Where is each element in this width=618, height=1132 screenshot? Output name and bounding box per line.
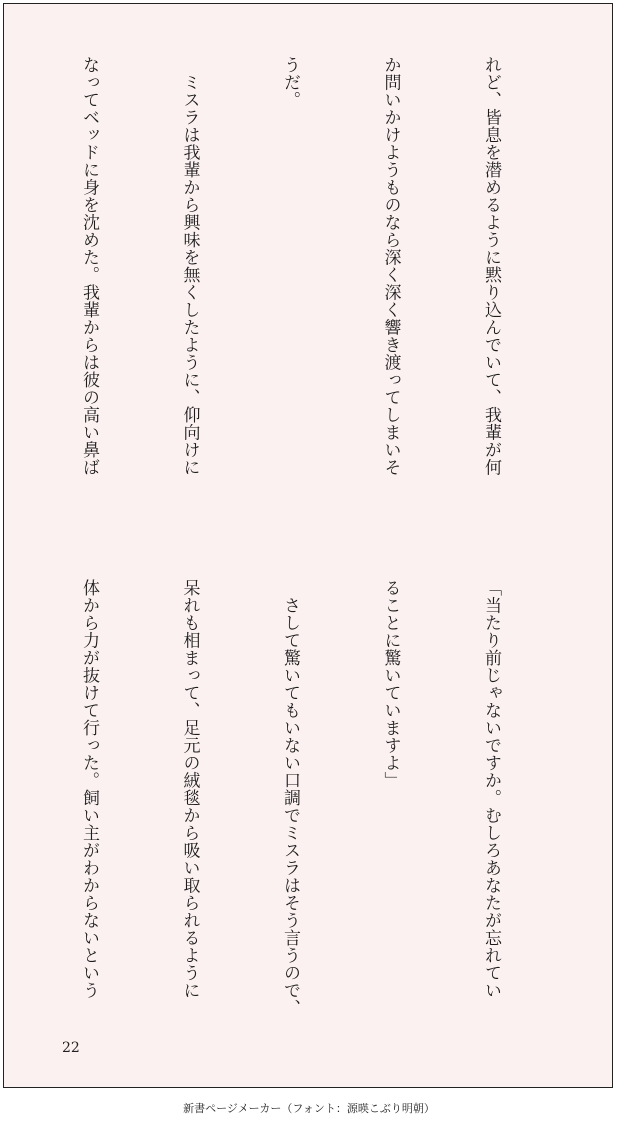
text-line: うだ。: [280, 56, 300, 109]
text-line: 体から力が抜けて行った。飼い主がわからないという: [79, 579, 99, 999]
text-line: [0, 56, 5, 496]
page-number: 22: [62, 1040, 80, 1056]
text-line: [0, 579, 5, 1009]
text-line: さして驚いてもいない口調でミスラはそう言うので、: [280, 579, 300, 1017]
text-line: ミスラは我輩から興味を無くしたように、仰向けに: [179, 56, 200, 476]
book-page: [3, 3, 613, 1088]
text-line: なってベッドに身を沈めた。我輩からは彼の高い鼻ば: [79, 56, 99, 476]
text-line: か問いかけようものなら深く深く響き渡ってしまいそ: [380, 56, 401, 476]
footer-credit: 新書ページメーカー（フォント：源暎こぶり明朝）: [183, 1102, 435, 1115]
text-block-upper: [0, 56, 574, 496]
text-block-lower: [0, 579, 574, 1017]
text-line: 「当たり前じゃないですか。むしろあなたが忘れてい: [481, 579, 501, 999]
text-line: 呆れも相まって、足元の絨毯から吸い取られるように: [179, 579, 200, 999]
text-line: ることに驚いていますよ」: [380, 579, 401, 789]
text-line: れど、皆息を潜めるように黙り込んでいて、我輩が何: [481, 56, 501, 476]
